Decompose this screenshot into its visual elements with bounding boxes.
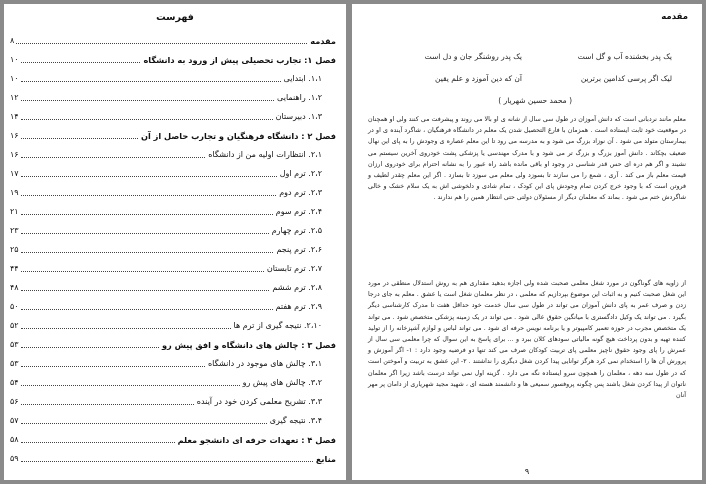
toc-entry xyxy=(10,279,336,293)
toc-entry-label: ۲،۵. ترم چهارم xyxy=(271,226,322,235)
poem-line-2a: لیک اگر پرسی کدامین برترین xyxy=(580,74,672,83)
toc-leader-dots xyxy=(21,118,273,120)
toc-entry-page: ۱۰ xyxy=(10,74,19,83)
toc-entry-page: ۲۱ xyxy=(10,207,19,216)
toc-entry-label: فصل ۳ : چالش های دانشگاه و افق پیش رو xyxy=(161,340,336,350)
toc-entry xyxy=(10,393,336,407)
toc-entry-page: ۱۶ xyxy=(10,131,19,140)
toc-entry-page: ۱۴ xyxy=(10,112,19,121)
toc-leader-dots xyxy=(21,175,277,177)
poem-line-2b: آن که دین آموزد و علم یقین xyxy=(435,74,522,83)
toc-leader-dots xyxy=(21,308,273,310)
toc-entry-label: ۲،۱. انتظارات اولیه من از دانشگاه xyxy=(208,150,322,159)
toc-leader-dots xyxy=(21,156,206,158)
toc-entry xyxy=(10,222,336,236)
poem-line-1b: یک پدر روشنگر جان و دل است xyxy=(424,52,522,61)
toc-entry xyxy=(10,336,336,350)
toc-entry-label: ۱،۲. راهنمایی xyxy=(277,93,322,102)
toc-entry-page: ۱۹ xyxy=(10,188,19,197)
toc-leader-dots xyxy=(21,441,175,443)
toc-entry xyxy=(10,51,336,65)
toc-entry xyxy=(10,450,336,464)
toc-leader-dots xyxy=(21,213,273,215)
toc-entry xyxy=(10,108,336,122)
toc-entry-page: ۵۰ xyxy=(10,302,19,311)
toc-leader-dots xyxy=(21,365,205,367)
toc-leader-dots xyxy=(21,460,313,462)
toc-entry-label: ۲،۱۰. نتیجه گیری از ترم ها xyxy=(233,321,322,330)
toc-page xyxy=(4,4,346,480)
toc-entry-label: ۲،۴. ترم سوم xyxy=(275,207,322,216)
toc-entry-page: ۴۸ xyxy=(10,283,19,292)
toc-entry xyxy=(10,184,336,198)
toc-leader-dots xyxy=(21,327,231,329)
toc-entry-page: ۵۶ xyxy=(10,397,19,406)
toc-entry xyxy=(10,431,336,445)
toc-entry-label: ۳،۴. نتیجه گیری xyxy=(269,416,322,425)
toc-leader-dots xyxy=(21,289,270,291)
toc-entry xyxy=(10,317,336,331)
toc-leader-dots xyxy=(21,384,240,386)
toc-entry xyxy=(10,70,336,84)
toc-entry-page: ۵۳ xyxy=(10,359,19,368)
toc-title: فهرست xyxy=(156,12,194,23)
toc-leader-dots xyxy=(21,403,194,405)
intro-page xyxy=(352,4,702,480)
toc-entry xyxy=(10,165,336,179)
toc-leader-dots xyxy=(21,270,264,272)
toc-entry-label: ۳،۲. چالش های پیش رو xyxy=(242,378,322,387)
toc-leader-dots xyxy=(21,194,277,196)
toc-entry-page: ۴۴ xyxy=(10,264,19,273)
intro-paragraph-2: از زاویه های گوناگون در مورد شغل معلمی صحبت شده ولی اجازه بدهید مقداری هم به روش استدلال منطقی در مورد این شغل صحبت کنیم و به اثبات این موضوع بپردازیم که معلمی ، در نظر معلمان شغل است یا عشق . معلم به جای درجا زدن و صرف عمر به پای دانش آموزان می تواند در طول سی سال خدمت خود حداقل هفت تا مدرک کارشناسی دیگر بگیرد . می تواند یک وکیل دادگستری با میانگین حقوق عالی شود . می تواند در یک زمینه پزشکی متخصص شود . می تواند یک متخصص مجرب در حوزه تعمیر کامپیوتر و یا برنامه نویس حرفه ای شود . می تواند لباس و لوازم آشپزخانه را از تولید کننده تهیه و بدون پرداخت هیچ گونه مالیاتی سودهای کلان ببرد و ... برای پاسخ به این سوال که چرا معلمی سی سال از عمرش را پای وجود حقوق ناچیز معلمی پای تربیت کودکان صرف می کند تنها دو فرضیه وجود دارد : ۱- اگر آموزش و پرورش آن ها را استخدام نمی کرد هرگز توانایی پیدا کردن شغل دیگری را نداشتند . ۲- این عشق به تربیت و آموختن است که در طول سه دهه ، معلمان را همچون سرو ایستاده نگه می دارد . گزینه اول نمی تواند درست باشد زیرا اگر معلمان ناتوان از پیدا کردن شغل باشند پس چگونه پروفسور سمیعی ها و دانشمند هسته ای ، شهید مجید شهریاری از دامان پر مهر آنان xyxy=(368,280,686,400)
toc-entry-page: ۵۴ xyxy=(10,378,19,387)
page-number: ۹ xyxy=(524,467,530,476)
toc-entry xyxy=(10,260,336,274)
toc-entry xyxy=(10,32,336,46)
toc-entry-page: ۵۷ xyxy=(10,416,19,425)
toc-entry-label: ۱،۳. دبیرستان xyxy=(275,112,322,121)
toc-entry-label: ۳،۳. تشریح معلمی کردن خود در آینده xyxy=(196,397,322,406)
toc-entry-label: ۱،۱. ابتدایی xyxy=(283,74,322,83)
poem-attribution: ( محمد حسین شهریار ) xyxy=(498,96,572,105)
toc-leader-dots xyxy=(21,61,141,63)
toc-entry-page: ۱۶ xyxy=(10,150,19,159)
toc-entry xyxy=(10,298,336,312)
toc-entry-label: فصل ۱: تجارب تحصیلی پیش از ورود به دانشگاه xyxy=(143,55,336,65)
toc-entry xyxy=(10,241,336,255)
toc-leader-dots xyxy=(21,80,281,82)
toc-entry-page: ۵۹ xyxy=(10,454,19,463)
toc-entry xyxy=(10,374,336,388)
toc-entry xyxy=(10,355,336,369)
toc-entry-label: ۲،۳. ترم دوم xyxy=(279,188,322,197)
toc-entry-label: فصل ۴ : تعهدات حرفه ای دانشجو معلم xyxy=(177,435,336,445)
toc-entry xyxy=(10,146,336,160)
toc-entry xyxy=(10,127,336,141)
toc-entry-label: ۲،۲. ترم اول xyxy=(279,169,322,178)
toc-entry-label: ۳،۱. چالش های موجود در دانشگاه xyxy=(207,359,322,368)
toc-entry-page: ۵۸ xyxy=(10,435,19,444)
toc-leader-dots xyxy=(16,42,307,44)
toc-leader-dots xyxy=(21,137,138,139)
toc-entry-page: ۱۷ xyxy=(10,169,19,178)
toc-entry-page: ۱۰ xyxy=(10,55,19,64)
toc-leader-dots xyxy=(21,232,269,234)
toc-entry xyxy=(10,89,336,103)
toc-entry-page: ۸ xyxy=(10,36,15,45)
toc-leader-dots xyxy=(21,99,274,101)
toc-entry-label: مقدمه xyxy=(310,36,336,46)
toc-entry-label: منابع xyxy=(315,454,336,464)
intro-paragraph-1: معلم مانند نردبانی است که دانش آموزان در طول سی سال از شانه ی او بالا می روند و پیشرفت می کنند ولی او همچنان در موقعیت خود ثابت ایستاده است . همزمان با فارغ التحصیل شدن یک معلم در دانشگاه فرهنگیان ، شاگرد آینده ی او در بیمارستان متولد می شود . آن نوزاد بزرگ می شود و به مدرسه می رود تا این معلم عصاره ی وجودش را به پای این نهال ضعیف بچکاند . دانش آموز بزرگ و بزرگ تر می شود و با مدرک مهندسی یا پزشکی پشت خودروی آخرین سیستم می نشیند و اگر هم دره ای حس قدر شناسی در وجود او باقی مانده باشد راه عبور را به نشانه احترام برای خودروی ارزان قیمت معلم باز می کند . آری ، شمع را می سازند تا بسوزد ولی معلم می سوزد تا بسازد . اگر این معلم چقدر لطیف و فروتن است که با وجود خرج کردن تمام وجودش پای این کودک ، تمام شادی و دلخوشی اش به یک سلام خشک و خالی شاگردش ختم می شود . بماند که معلمان دیگر از مسئولان دولتی حتی انتظار همین را هم ندارند . xyxy=(368,116,686,202)
toc-entry-page: ۵۳ xyxy=(10,340,19,349)
toc-entry-page: ۱۲ xyxy=(10,93,19,102)
toc-entry-label: فصل ۲ : دانشگاه فرهنگیان و تجارب حاصل از آن xyxy=(141,131,336,141)
toc-entry-label: ۲،۸. ترم ششم xyxy=(272,283,322,292)
toc-entry xyxy=(10,412,336,426)
toc-entry-page: ۲۵ xyxy=(10,245,19,254)
poem-line-1a: یک پدر بخشنده آب و گل است xyxy=(577,52,672,61)
intro-title: مقدمه xyxy=(661,12,688,22)
toc-entry-label: ۲،۷. ترم تابستان xyxy=(266,264,322,273)
toc-entry xyxy=(10,203,336,217)
toc-leader-dots xyxy=(21,251,274,253)
toc-entry-page: ۲۳ xyxy=(10,226,19,235)
toc-leader-dots xyxy=(21,346,159,348)
toc-entry-label: ۲،۶. ترم پنجم xyxy=(276,245,322,254)
toc-leader-dots xyxy=(21,422,267,424)
toc-entry-page: ۵۲ xyxy=(10,321,19,330)
toc-entry-label: ۲،۹. ترم هفتم xyxy=(275,302,322,311)
